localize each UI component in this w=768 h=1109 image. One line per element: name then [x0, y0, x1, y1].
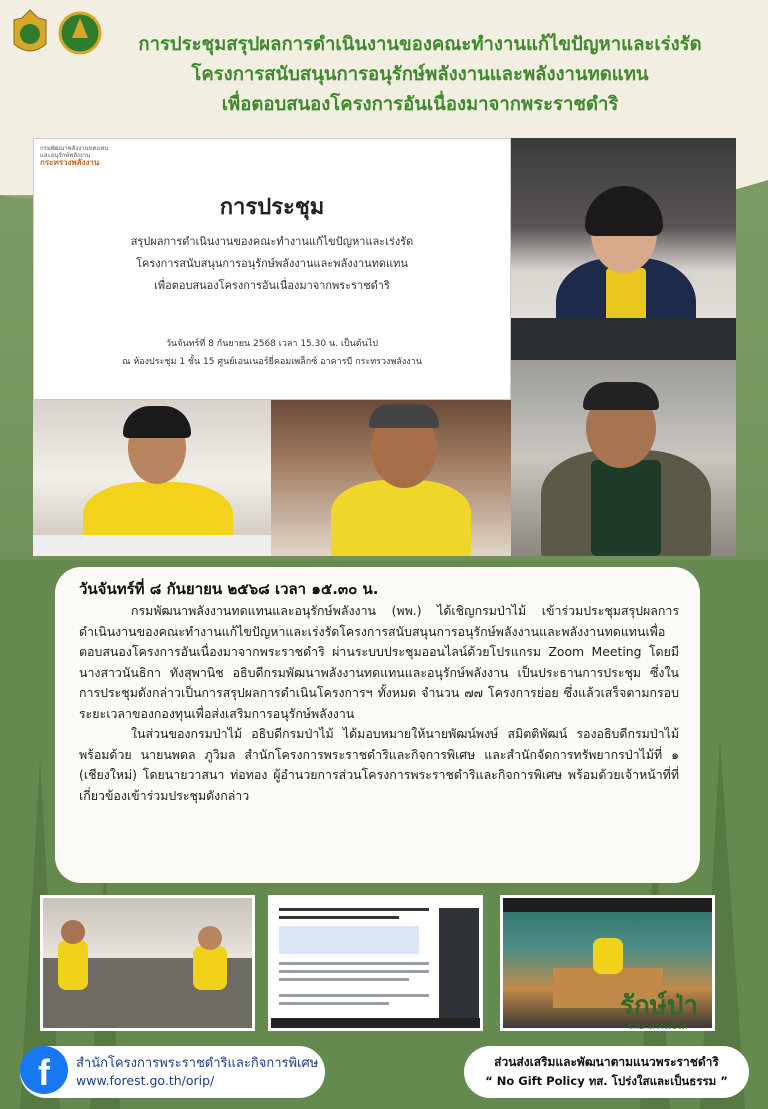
slide-subtitle: สรุปผลการดำเนินงานของคณะทำงานแก้ไขปัญหาและเร่งรัด โครงการสนับสนุนการอนุรักษ์พลังงานและพลังงานทดแทน เพื่อตอบสนองโครงการอันเนื่องมาจากพระราชดำริ: [130, 235, 414, 292]
website-link[interactable]: www.forest.go.th/orip/: [76, 1073, 215, 1088]
meeting-photo-collage: [33, 138, 736, 556]
body-paragraph-2: ในส่วนของกรมป่าไม้ อธิบดีกรมป่าไม้ ได้มอบหมายให้นายพัฒน์พงษ์ สมิตติพัฒน์ รองอธิบดีกรมป่าไม้ พร้อมด้วย นายนพดล ภูวิมล สำนักโครงการพระราชดำริและกิจการพิเศษ และสำนักจัดการทรัพยากรป่าไม้ที่ ๑ (เชียงใหม่) โดยนายวาสนา ท่อทอง ผู้อำนวยการส่วนโครงการพระราชดำริและกิจการพิเศษ พร้อมด้วยเจ้าหน้าที่ที่เกี่ยวข้องเข้าร่วมประชุมดังกล่าว: [79, 726, 679, 803]
forest-agency-seal-icon: [58, 8, 102, 58]
photo-department-meeting-room: [40, 895, 255, 1031]
no-gift-policy-slogan: “ No Gift Policy ทส. โปร่งใสและเป็นธรรม ”: [485, 1074, 728, 1088]
title-line-3: เพื่อตอบสนองโครงการอันเนื่องมาจากพระราชดำริ: [221, 94, 619, 115]
office-name: สำนักโครงการพระราชดำริและกิจการพิเศษ: [76, 1056, 319, 1071]
screenshot-meeting-document: [268, 895, 483, 1031]
division-name: ส่วนส่งเสริมและพัฒนาตามแนวพระราชดำริ: [494, 1055, 719, 1069]
slide-date-place: วันจันทร์ที่ 8 กันยายน 2568 เวลา 15.30 น. เป็นต้นไป ณ ห้องประชุม 1 ชั้น 15 ศูนย์เอนเนอร์ยี่คอมเพล็กซ์ อาคารบี กระทรวงพลังงาน: [122, 339, 422, 367]
rak-pa-campaign-logo: [620, 985, 730, 1041]
photo-man-yellow-shirt: [271, 400, 511, 556]
page-title: [110, 30, 730, 120]
facebook-icon: f: [20, 1046, 68, 1094]
news-content-card: [55, 567, 700, 883]
meeting-title-slide: [33, 138, 511, 400]
title-line-2: โครงการสนับสนุนการอนุรักษ์พลังงานและพลังงานทดแทน: [191, 64, 649, 85]
photo-official-green-shirt: [511, 360, 736, 556]
news-body: [79, 601, 679, 806]
slide-title: การประชุม: [219, 195, 325, 220]
body-paragraph-1: กรมพัฒนาพลังงานทดแทนและอนุรักษ์พลังงาน (พพ.) ได้เชิญกรมป่าไม้ เข้าร่วมประชุมสรุปผลการดำเนินงานของคณะทำงานแก้ไขปัญหาและเร่งรัดโครงการสนับสนุนการอนุรักษ์พลังงานและพลังงานทดแทนเพื่อตอบสนองโครงการอันเนื่องมาจากพระราชดำริ ผ่านระบบประชุมออนไลน์ด้วยโปรแกรม Zoom Meeting โดยมีนางสาวนันธิกา ทังสุพานิช อธิบดีกรมพัฒนาพลังงานทดแทนและอนุรักษ์พลังงาน เป็นประธานการประชุม ซึ่งในการประชุมดังกล่าวเป็นการสรุปผลการดำเนินโครงการฯ ทั้งหมด จำนวน ๗๗ โครงการย่อย ซึ่งแล้วเสร็จตามกรอบระยะเวลาของกองทุนเพื่อส่งเสริมการอนุรักษ์พลังงาน: [79, 603, 679, 721]
brand-main-text: รักษ์ป่า: [620, 991, 698, 1021]
photo-woman-yellow-shirt: [33, 400, 271, 556]
title-line-1: การประชุมสรุปผลการดำเนินงานของคณะทำงานแก้ไขปัญหาและเร่งรัด: [138, 34, 702, 55]
slide-org-label: กรมพัฒนาพลังงานทดแทน และอนุรักษ์พลังงาน กระทรวงพลังงาน: [40, 145, 109, 167]
photo-chairperson: [511, 138, 736, 360]
brand-sub-text: รักษาสรรพชีวิต: [628, 1022, 688, 1032]
royal-forest-department-emblem-icon: [8, 8, 52, 58]
facebook-page-link[interactable]: [20, 1046, 325, 1098]
policy-banner: [464, 1046, 749, 1098]
meeting-date: วันจันทร์ที่ ๘ กันยายน ๒๕๖๘ เวลา ๑๕.๓๐ น.: [79, 580, 379, 598]
